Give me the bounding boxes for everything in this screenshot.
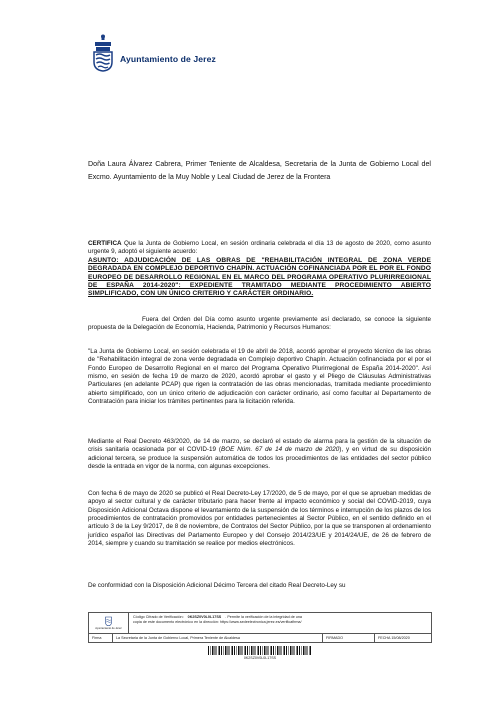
signature-row — [89, 634, 431, 642]
csv-label: Código Cifrado de Verificación: — [133, 614, 184, 619]
certifying-officer-paragraph: Doña Laura Álvarez Cabrera, Primer Teniente de Alcaldesa, Secretaria de la Junta de Gobierno Local del Excmo. Ayuntamiento de la Muy Noble y Leal Ciudad de Jerez de la Frontera — [88, 160, 431, 181]
certifica-label: CERTIFICA — [88, 240, 122, 247]
certifica-paragraph — [88, 240, 431, 257]
urgent-matter-paragraph — [88, 316, 431, 333]
signed-status: FIRMADO — [323, 634, 375, 642]
proposal-quote-paragraph: "La Junta de Gobierno Local, en sesión celebrada el 19 de abril de 2018, acordó aprobar el proyecto técnico de las obras de "Rehabilitación integral de zona verde degradada en Complejo deportivo Chapín. Actuación cofinanciada por el por el Fondo Europeo de Desarrollo Regional en el marco del Programa Operativo Plurirregional de España 2014-2020". Así mismo, en sesión de fecha 19 de marzo de 2020, acordó aprobar el gasto y el Pliego de Cláusulas Administrativas Particulares (en adelante PCAP) que rigen la contratación de las obras mencionadas, tramitada mediante procedimiento abierto simplificado, con un único criterio de adjudicación con carácter ordinario, así como facultar al Departamento de Contratación para iniciar los trámites pertinentes para la licitación referida. — [88, 348, 431, 406]
organization-name: Ayuntamiento de Jerez — [120, 54, 216, 64]
barcode-code: 0K2SZ0V0L0L17SS — [243, 656, 277, 660]
signer-text: La Secretaria de la Junta de Gobierno Local, Primera Teniente de Alcaldesa — [113, 634, 323, 642]
csv-description: . Permite la verificación de la integridad de una — [225, 614, 302, 619]
jerez-coat-of-arms-icon — [92, 34, 114, 72]
verification-meta — [129, 613, 431, 633]
signature-date: FECHA 15/08/2020 — [378, 636, 410, 640]
barcode — [208, 646, 312, 655]
decreto-ley-paragraph: Con fecha 6 de mayo de 2020 se publicó el Real Decreto-Ley 17/2020, de 5 de mayo, por el que se aprueban medidas de apoyo al sector cultural y de carácter tributario para hacer frente al impacto económico y social del COVID-2019, cuya Disposición Adicional Octava dispone el levantamiento de la suspensión de los términos e interrupción de los plazos de los procedimientos de contratación promovidos por entidades pertenecientes al Sector Público, en el sentido definido en el artículo 3 de la Ley 9/2017, de 8 de noviembre, de Contratos del Sector Público, por la que se transponen al ordenamiento jurídico español las Directivas del Parlamento Europeo y del Consejo 2014/23/UE y 2014/24/UE, de 26 de febrero de 2014, siempre y cuando su tramitación se realice por medios electrónicos. — [88, 490, 431, 548]
subject-heading: ASUNTO: ADJUDICACIÓN DE LAS OBRAS DE "REHABILITACIÓN INTEGRAL DE ZONA VERDE DEGRADADA EN COMPLEJO DEPORTIVO CHAPÍN. ACTUACIÓN COFINANCIADA POR EL POR EL FONDO EUROPEO DE DESARROLLO REGIONAL EN EL MARCO DEL PROGRAMA OPERATIVO PLURIRREGIONAL DE ESPAÑA 2014-2020": EXPEDIENTE TRAMITADO MEDIANTE PROCEDIMIENTO ABIERTO SIMPLIFICADO, CON UN ÚNICO CRITERIO Y CARÁCTER ORDINARIO. — [88, 257, 431, 298]
firma-label: Firma — [89, 634, 113, 642]
footer-logo-cell — [89, 613, 129, 633]
mini-org-label: Ayuntamiento de Jerez — [95, 626, 122, 630]
verification-box — [88, 612, 432, 643]
real-decreto-text-2: ), y en virtud de su disposición adicional tercera, se produce la suspensión automática de todos los procedimientos de las entidades del sector público desde la entrada en vigor de la norma, con algunas excepciones. — [88, 446, 431, 471]
real-decreto-text-1: Mediante el Real Decreto 463/2020, de 14 de marzo, se declaró el estado de alarma para la gestión de la situación de crisis sanitaria ocasionada por el COVID-19 ( — [88, 438, 431, 454]
boe-reference: BOE Núm. 67 de 14 de marzo de 2020 — [221, 446, 340, 454]
mini-coat-of-arms-icon — [105, 616, 112, 626]
verification-row — [89, 613, 431, 634]
conformidad-paragraph: De conformidad con la Disposición Adicional Décimo Tercera del citado Real Decreto-Ley su — [88, 582, 346, 589]
real-decreto-paragraph — [88, 438, 431, 471]
verification-footer — [88, 612, 432, 660]
certifica-text: Que la Junta de Gobierno Local, en sesión ordinaria celebrada el día 13 de agosto de 2020, como asunto urgente 9, adoptó el siguiente acuerdo: — [88, 240, 431, 256]
verification-url-text: copia de este documento electrónico en la dirección: https://www.sedeelectronica.jerez.es/verificafirma/ — [133, 619, 302, 624]
urgent-matter-text: Fuera del Orden del Día como asunto urgente previamente así declarado, se conoce la siguiente propuesta de la Delegación de Economía, Hacienda, Patrimonio y Recursos Humanos: — [88, 316, 431, 332]
csv-code: 0K2SZ0V0L0L17SS — [187, 614, 222, 619]
